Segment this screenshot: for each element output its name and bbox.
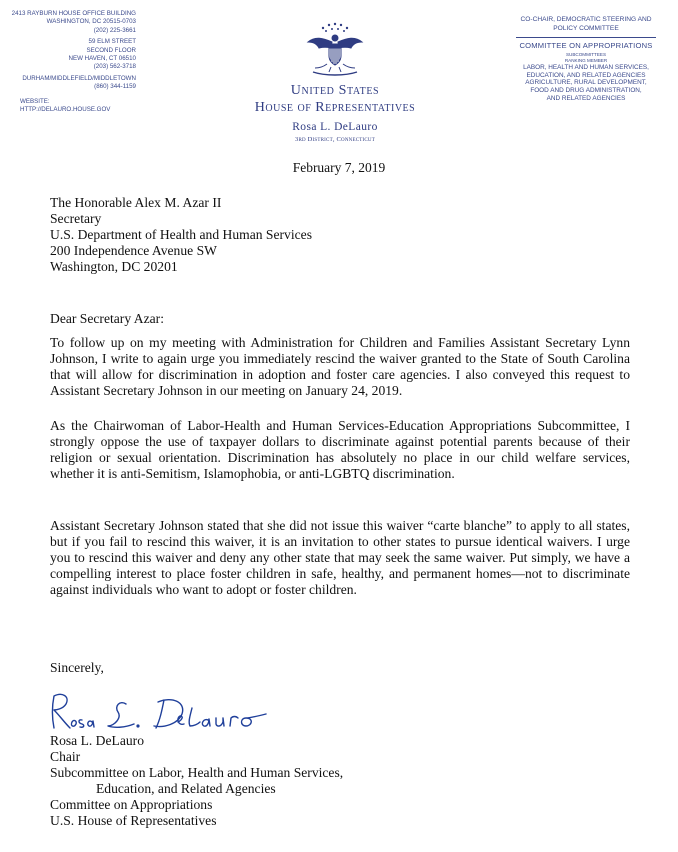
address-line: SECOND FLOOR <box>86 46 136 54</box>
recipient-line: The Honorable Alex M. Azar II <box>50 195 222 210</box>
complimentary-close: Sincerely, <box>50 660 104 675</box>
subcommittee-line: AGRICULTURE, RURAL DEVELOPMENT, <box>525 79 647 87</box>
body-paragraph: As the Chairwoman of Labor-Health and Human Services-Education Appropriations Subcommittee, I strongly oppose the use of taxpayer dollars to discriminate against potential parents because of their religion or sexual orientation. Discrimination has absolutely no place in our child welfare services, whether it is anti-Semitism, Islamophobia, or anti-LGBTQ discrimination. <box>50 418 630 481</box>
address-line: DURHAM/MIDDLEFIELD/MIDDLETOWN <box>22 74 136 82</box>
address-line: 2413 RAYBURN HOUSE OFFICE BUILDING <box>11 10 136 17</box>
subcommittees-label: SUBCOMMITTEES <box>565 52 607 58</box>
body-paragraph: To follow up on my meeting with Administration for Children and Families Assistant Secretary Lynn Johnson, I write to again urge you immediately rescind the waiver granted to the State of South Carolina that will allow for discrimination in adoption and foster care agencies. I also conveyed this request to Assistant Secretary Johnson in our meeting on January 24, 2019. <box>50 335 630 398</box>
signatory-committee: Committee on Appropriations <box>50 797 213 812</box>
signatory-chamber: U.S. House of Representatives <box>50 813 217 828</box>
office-addresses <box>4 10 136 114</box>
signatory-subcommittee: Subcommittee on Labor, Health and Human Services, <box>50 765 344 780</box>
recipient-line: U.S. Department of Health and Human Services <box>50 227 312 242</box>
signatory-block <box>50 733 630 829</box>
recipient-line: Washington, DC 20201 <box>50 259 178 274</box>
phone-number: (203) 562-3718 <box>93 63 136 71</box>
divider <box>516 37 656 38</box>
address-line: 59 ELM STREET <box>88 38 136 46</box>
signatory-title: Chair <box>50 749 81 764</box>
letterhead-center <box>230 20 440 144</box>
subcommittee-line: LABOR, HEALTH AND HUMAN SERVICES, <box>523 64 649 72</box>
subcommittee-line: AND RELATED AGENCIES <box>546 94 626 102</box>
cochair-title-cont: POLICY COMMITTEE <box>553 24 619 32</box>
chamber-line-2: House of Representatives <box>254 100 416 115</box>
district-office <box>4 75 136 92</box>
phone-number: (202) 225-3661 <box>93 26 136 34</box>
ranking-member-label: RANKING MEMBER <box>564 58 608 64</box>
address-line: NEW HAVEN, CT 06510 <box>68 55 136 63</box>
handwritten-signature <box>44 688 274 736</box>
signatory-name: Rosa L. DeLauro <box>50 733 144 748</box>
letter-date: February 7, 2019 <box>292 160 386 175</box>
body-paragraph: Assistant Secretary Johnson stated that she did not issue this waiver “carte blanche” to apply to all states, but if you fail to rescind this waiver, it is an invitation to other states to pursue identical waivers. I urge you to rescind this waiver and deny any other state that may seek the same waiver. Put simply, we have a compelling interest to place foster children in safe, healthy, and permanent homes—not to discriminate against individuals who want to adopt or foster children. <box>50 518 630 597</box>
subcommittee-line: FOOD AND DRUG ADMINISTRATION, <box>530 86 642 94</box>
dc-office-address <box>4 10 136 35</box>
recipient-line: Secretary <box>50 211 102 226</box>
member-district: 3rd District, Connecticut <box>295 136 375 143</box>
new-haven-office-address <box>4 38 136 72</box>
member-name: Rosa L. DeLauro <box>292 121 378 133</box>
house-seal-icon <box>303 20 367 78</box>
address-line: WASHINGTON, DC 20515-0703 <box>46 18 136 26</box>
recipient-address <box>50 195 630 275</box>
cochair-title: CO-CHAIR, DEMOCRATIC STEERING AND <box>520 16 652 23</box>
recipient-line: 200 Independence Avenue SW <box>50 243 217 258</box>
phone-number: (860) 344-1159 <box>94 83 136 91</box>
signatory-subcommittee-cont: Education, and Related Agencies <box>96 781 276 796</box>
website-link[interactable]: WEBSITE: HTTP://DELAURO.HOUSE.GOV <box>20 97 111 114</box>
subcommittee-line: EDUCATION, AND RELATED AGENCIES <box>526 71 646 79</box>
committee-assignments <box>498 16 674 102</box>
chamber-line-1: United States <box>290 83 380 98</box>
salutation: Dear Secretary Azar: <box>50 311 164 326</box>
committee-name: COMMITTEE ON APPROPRIATIONS <box>519 41 653 51</box>
